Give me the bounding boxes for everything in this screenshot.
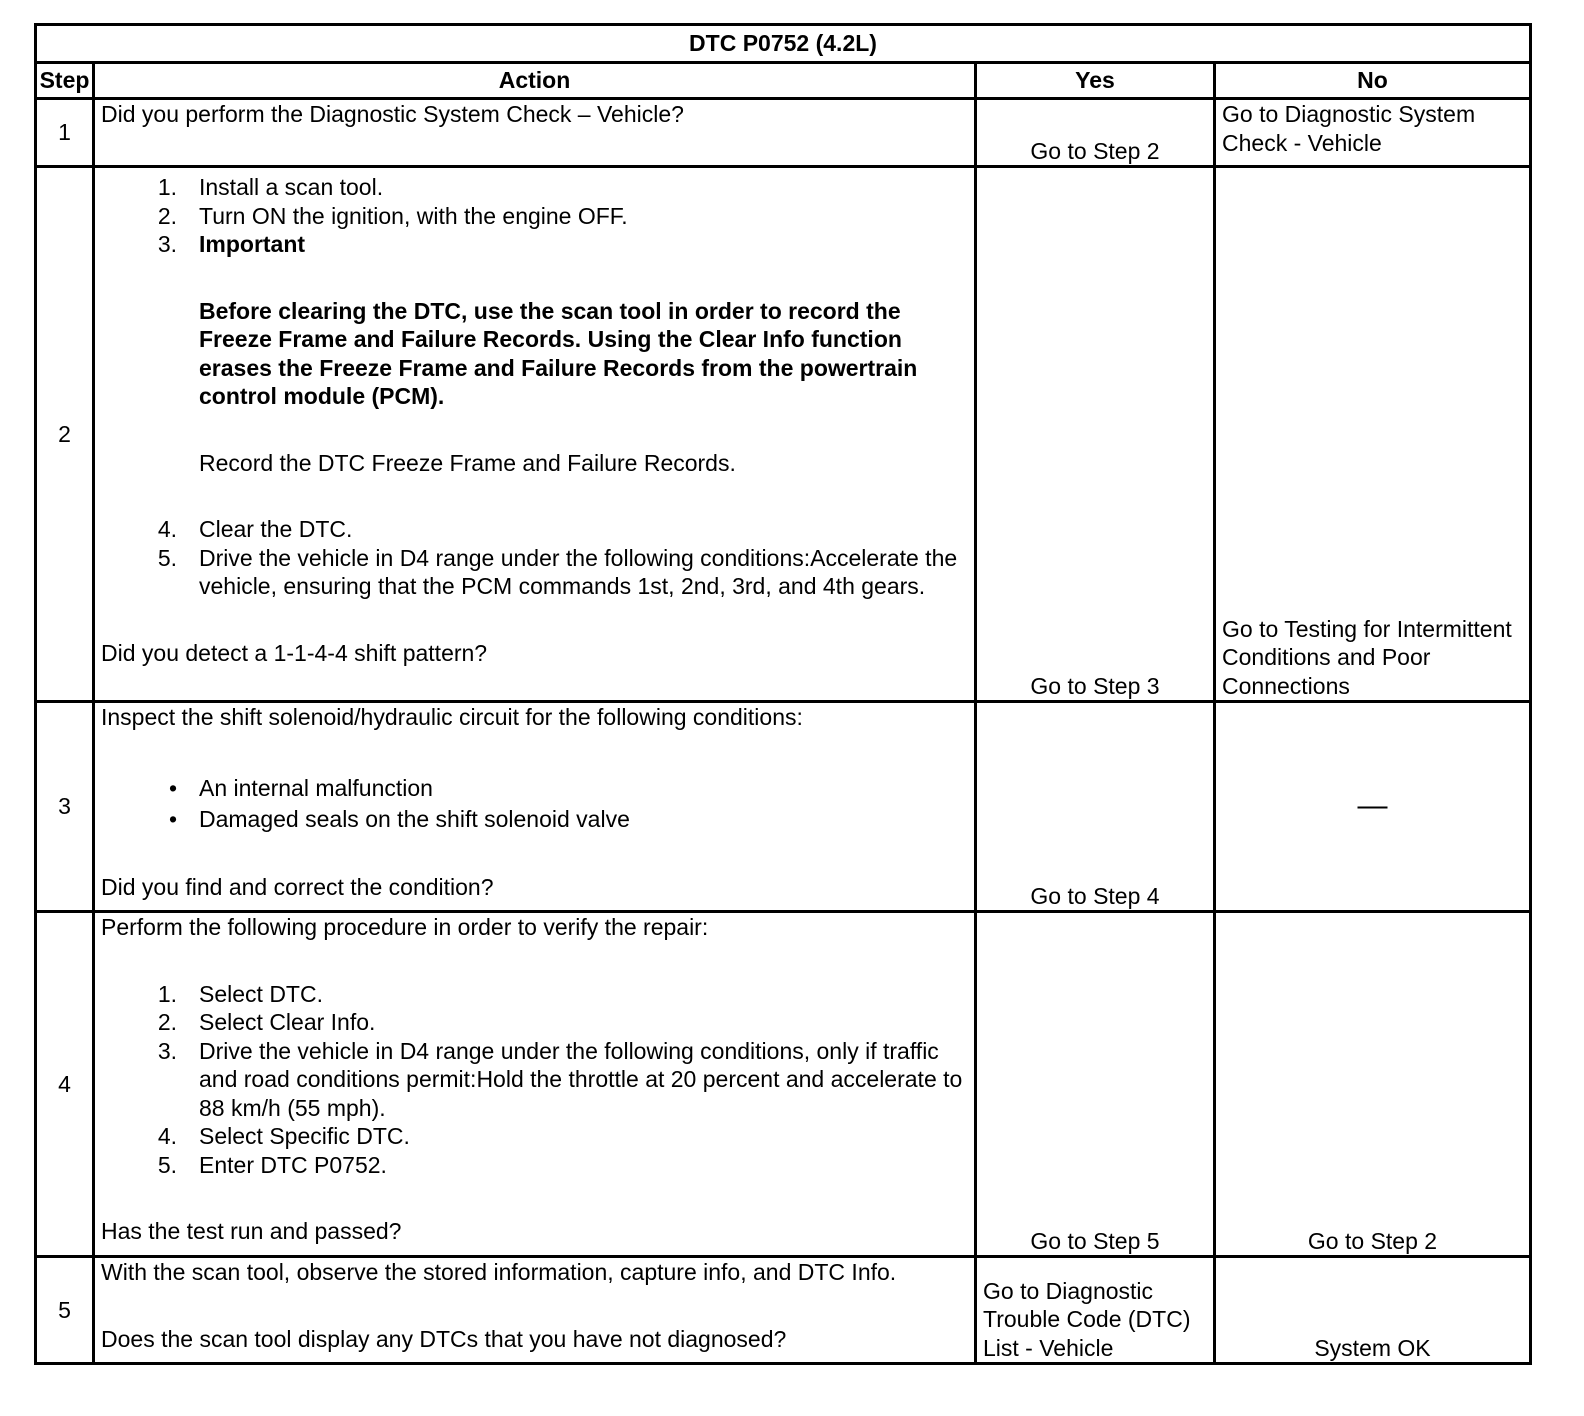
- action-cell: [94, 167, 976, 702]
- list-item: 4. Clear the DTC.: [157, 516, 353, 542]
- step-number: 2: [36, 167, 94, 702]
- no-cell: Go to Diagnostic System Check - Vehicle: [1215, 99, 1531, 167]
- list-item: 3. Drive the vehicle in D4 range under the following conditions, only if traffic and road conditions permit:Hold the throttle at 20 percent and accelerate to 88 km/h (55 mph).: [157, 1037, 963, 1121]
- yes-cell: Go to Step 5: [976, 912, 1215, 1257]
- no-cell: —: [1215, 702, 1531, 912]
- table-row-step-3: [36, 702, 1531, 912]
- no-cell: System OK: [1215, 1257, 1531, 1364]
- record-note: Record the DTC Freeze Frame and Failure Records.: [199, 449, 736, 476]
- no-cell: Go to Step 2: [1215, 912, 1531, 1257]
- list-item: 2. Select Clear Info.: [157, 1009, 376, 1035]
- header-step: Step: [36, 63, 94, 99]
- list-item: 5. Drive the vehicle in D4 range under the following conditions:Accelerate the vehicle, ensuring that the PCM commands 1st, 2nd, 3rd, and 4th gears.: [157, 544, 958, 599]
- list-item: • An internal malfunction: [168, 774, 433, 801]
- action-question: Has the test run and passed?: [101, 1218, 402, 1244]
- header-action: Action: [94, 63, 976, 99]
- important-note: Before clearing the DTC, use the scan tool in order to record the Freeze Frame and Failure Records. Using the Clear Info function erases the Freeze Frame and Failure Records from the powertrain control module (PCM).: [199, 297, 918, 409]
- step-number: 1: [36, 99, 94, 167]
- table-row-step-5: [36, 1257, 1531, 1364]
- yes-cell: Go to Step 4: [976, 702, 1215, 912]
- action-intro: With the scan tool, observe the stored information, capture info, and DTC Info.: [101, 1259, 897, 1285]
- action-question: Does the scan tool display any DTCs that you have not diagnosed?: [101, 1325, 787, 1352]
- action-cell: [94, 702, 976, 912]
- header-no: No: [1215, 63, 1531, 99]
- list-item: 1. Install a scan tool.: [157, 174, 384, 200]
- dtc-diagnostic-table: [34, 23, 1532, 1365]
- action-cell: [94, 99, 976, 167]
- action-intro: Perform the following procedure in order to verify the repair:: [101, 914, 709, 940]
- action-intro: Inspect the shift solenoid/hydraulic circuit for the following conditions:: [101, 704, 803, 730]
- header-yes: Yes: [976, 63, 1215, 99]
- list-item: • Damaged seals on the shift solenoid valve: [168, 806, 630, 832]
- table-row-step-1: [36, 99, 1531, 167]
- table-row-step-4: [36, 912, 1531, 1257]
- list-item: 2. Turn ON the ignition, with the engine OFF.: [157, 202, 628, 229]
- yes-cell: Go to Step 2: [976, 99, 1215, 167]
- step-number: 3: [36, 702, 94, 912]
- list-item: 4. Select Specific DTC.: [157, 1123, 410, 1149]
- action-question: Did you find and correct the condition?: [101, 873, 494, 900]
- list-item: 5. Enter DTC P0752.: [157, 1151, 387, 1178]
- no-cell: Go to Testing for Intermittent Conditions and Poor Connections: [1215, 167, 1531, 702]
- action-cell: [94, 1257, 976, 1364]
- table-title: DTC P0752 (4.2L): [36, 25, 1531, 63]
- list-item: 3. Important: [157, 231, 306, 257]
- action-cell: [94, 912, 976, 1257]
- action-question: Did you perform the Diagnostic System Check – Vehicle?: [101, 101, 684, 127]
- yes-cell: Go to Step 3: [976, 167, 1215, 702]
- step-number: 4: [36, 912, 94, 1257]
- action-question: Did you detect a 1-1-4-4 shift pattern?: [101, 639, 488, 666]
- yes-cell: Go to Diagnostic Trouble Code (DTC) List - Vehicle: [976, 1257, 1215, 1364]
- step-number: 5: [36, 1257, 94, 1364]
- table-row-step-2: [36, 167, 1531, 702]
- list-item: 1. Select DTC.: [157, 980, 323, 1007]
